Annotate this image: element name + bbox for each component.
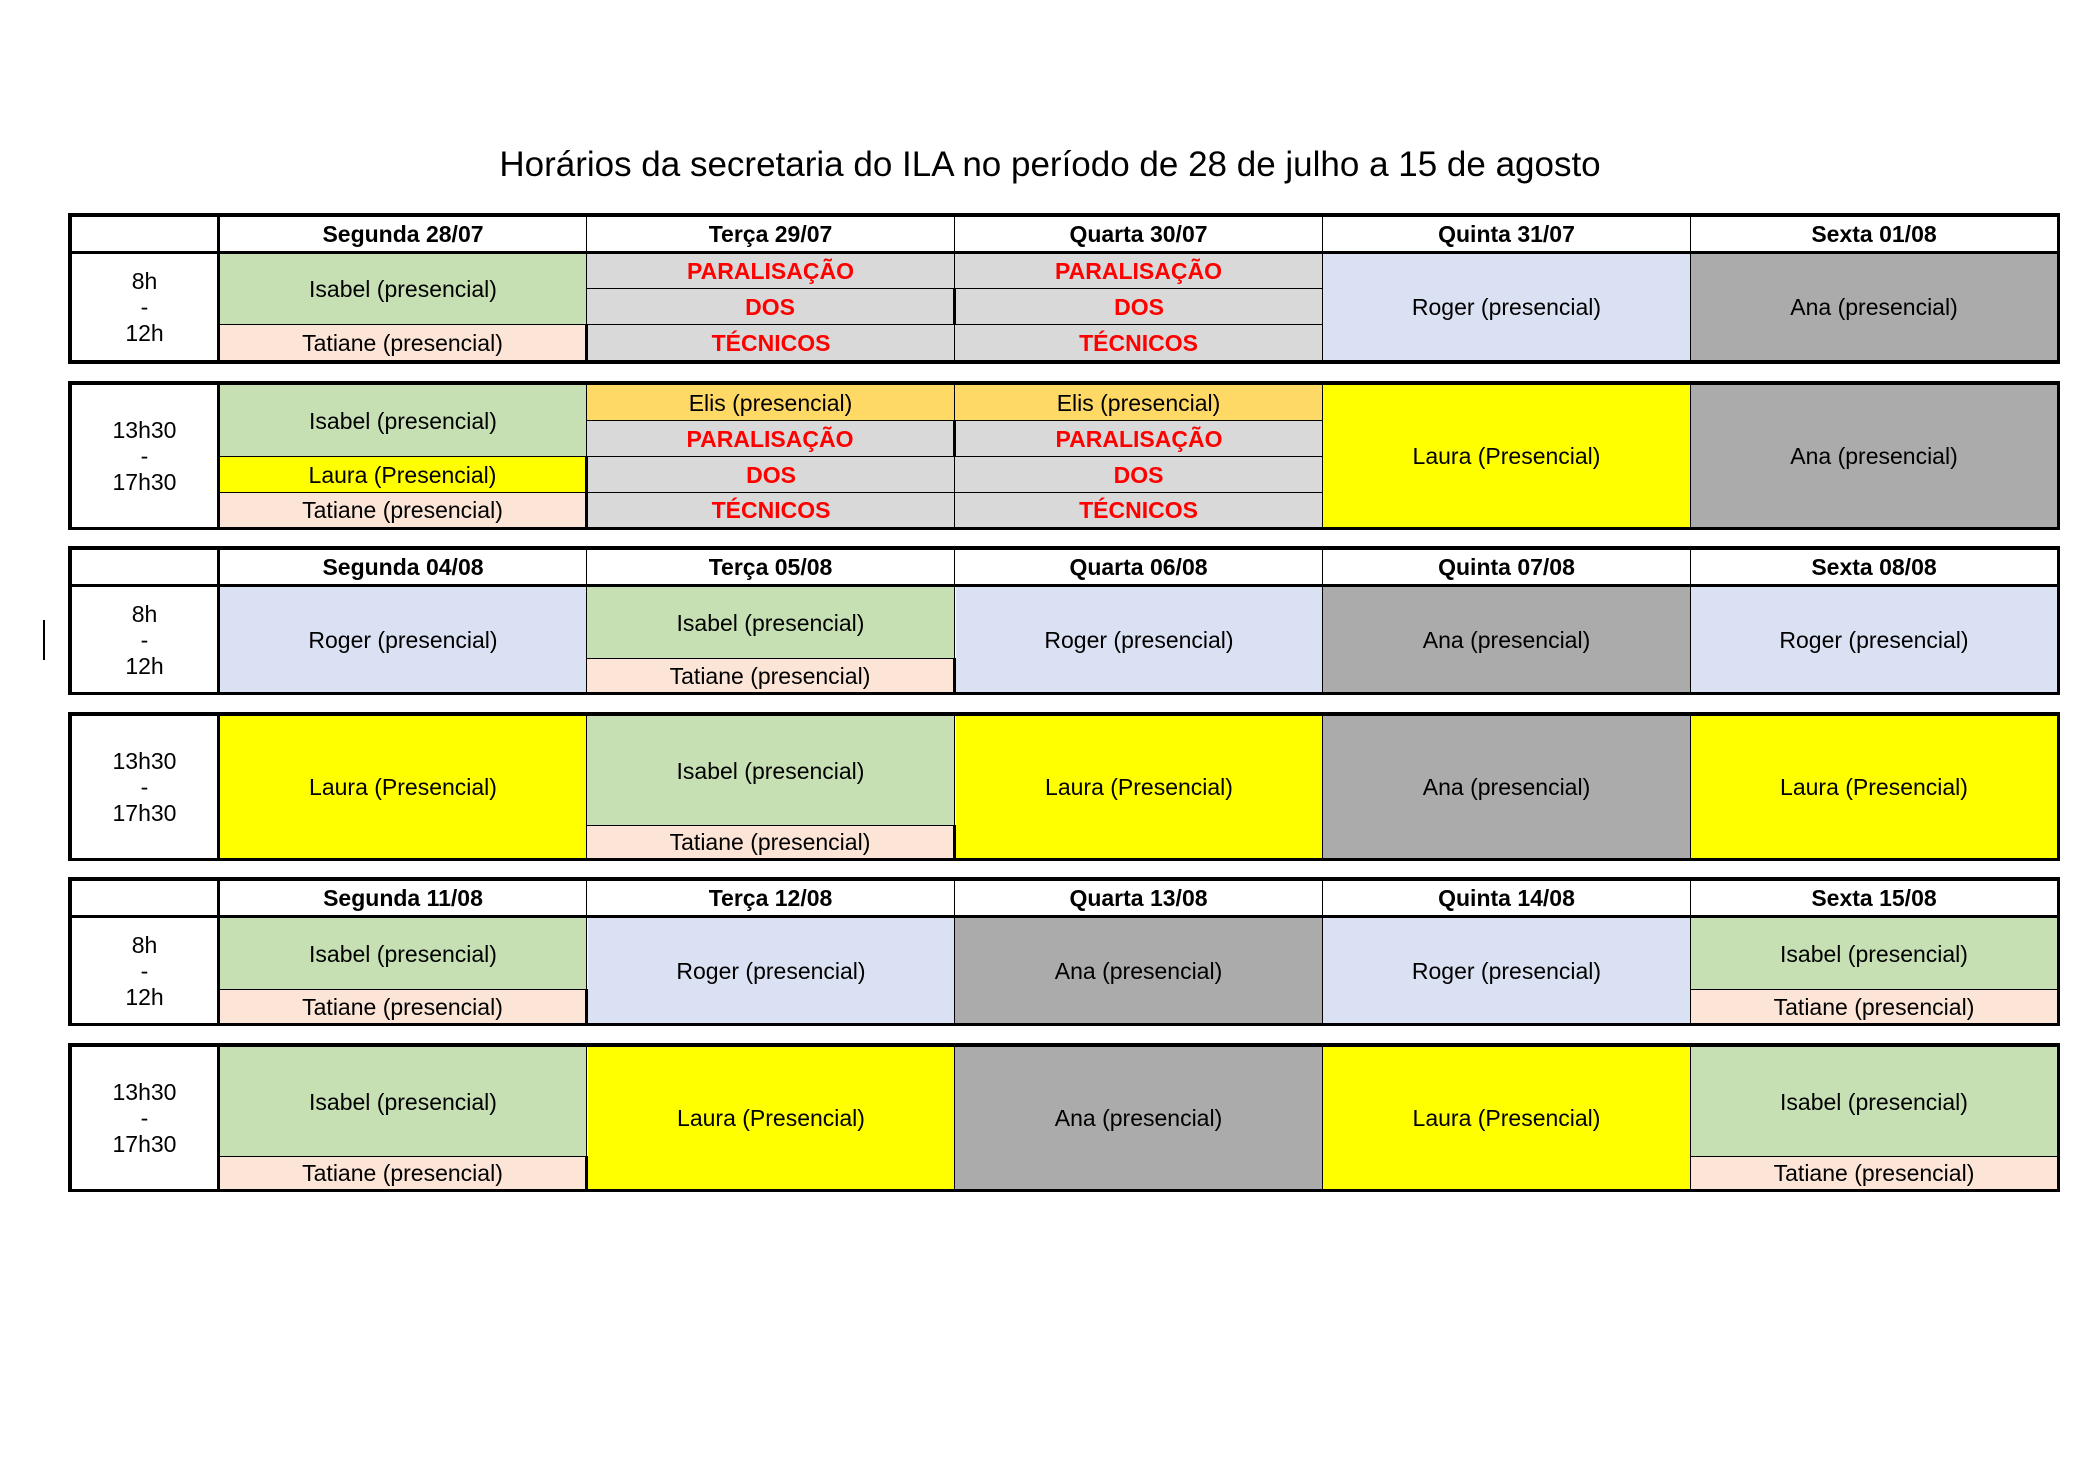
day-header: Quinta 07/08 bbox=[1323, 550, 1691, 586]
time-end: 12h bbox=[125, 652, 164, 679]
shift-tatiane: Tatiane (presencial) bbox=[219, 493, 587, 528]
day-header: Quinta 31/07 bbox=[1323, 217, 1691, 253]
day-header: Terça 05/08 bbox=[587, 550, 955, 586]
week3-morning-block bbox=[68, 877, 2060, 1026]
shift-roger: Roger (presencial) bbox=[219, 586, 587, 693]
shift-elis: Elis (presencial) bbox=[955, 385, 1323, 421]
day-header: Terça 29/07 bbox=[587, 217, 955, 253]
strike-notice: DOS bbox=[587, 457, 955, 493]
time-separator: - bbox=[140, 626, 149, 653]
shift-isabel: Isabel (presencial) bbox=[587, 716, 955, 826]
shift-ana: Ana (presencial) bbox=[955, 1047, 1323, 1190]
time-separator: - bbox=[140, 957, 149, 984]
shift-tatiane: Tatiane (presencial) bbox=[587, 659, 955, 693]
time-start: 8h bbox=[131, 931, 158, 958]
week3-afternoon-table bbox=[71, 1046, 2058, 1190]
strike-notice: DOS bbox=[955, 457, 1323, 493]
strike-notice: DOS bbox=[955, 289, 1323, 325]
shift-laura: Laura (Presencial) bbox=[1323, 1047, 1691, 1190]
day-header: Segunda 28/07 bbox=[219, 217, 587, 253]
day-header: Quarta 06/08 bbox=[955, 550, 1323, 586]
week1-morning-block bbox=[68, 213, 2060, 364]
strike-notice: TÉCNICOS bbox=[955, 325, 1323, 361]
week3-morning-table bbox=[71, 880, 2058, 1024]
shift-roger: Roger (presencial) bbox=[955, 586, 1323, 693]
shift-isabel: Isabel (presencial) bbox=[1691, 1047, 2058, 1157]
week3-afternoon-block bbox=[68, 1043, 2060, 1192]
shift-tatiane: Tatiane (presencial) bbox=[587, 826, 955, 859]
time-end: 17h30 bbox=[112, 1131, 177, 1157]
strike-notice: TÉCNICOS bbox=[587, 493, 955, 528]
time-start: 13h30 bbox=[112, 748, 177, 774]
time-separator: - bbox=[140, 294, 149, 320]
week1-afternoon-table bbox=[71, 384, 2058, 528]
time-separator: - bbox=[140, 774, 149, 800]
week2-morning-block bbox=[68, 546, 2060, 695]
strike-notice: PARALISAÇÃO bbox=[587, 421, 955, 457]
shift-roger: Roger (presencial) bbox=[587, 917, 955, 1024]
shift-isabel: Isabel (presencial) bbox=[219, 917, 587, 990]
time-start: 8h bbox=[131, 268, 158, 294]
shift-tatiane: Tatiane (presencial) bbox=[1691, 1157, 2058, 1190]
day-header: Terça 12/08 bbox=[587, 881, 955, 917]
strike-notice: PARALISAÇÃO bbox=[955, 421, 1323, 457]
time-separator: - bbox=[140, 443, 149, 469]
text-cursor bbox=[43, 620, 45, 660]
shift-tatiane: Tatiane (presencial) bbox=[1691, 990, 2058, 1024]
shift-ana: Ana (presencial) bbox=[1323, 716, 1691, 859]
week2-afternoon-block bbox=[68, 712, 2060, 861]
week1-morning-table bbox=[71, 216, 2058, 361]
time-start: 13h30 bbox=[112, 417, 177, 443]
time-cell-afternoon bbox=[72, 385, 219, 528]
corner-cell bbox=[72, 550, 219, 586]
shift-tatiane: Tatiane (presencial) bbox=[219, 325, 587, 361]
time-start: 8h bbox=[131, 600, 158, 627]
shift-ana: Ana (presencial) bbox=[1323, 586, 1691, 693]
shift-ana: Ana (presencial) bbox=[1691, 253, 2058, 361]
time-end: 12h bbox=[125, 320, 164, 346]
shift-laura: Laura (Presencial) bbox=[219, 716, 587, 859]
time-separator: - bbox=[140, 1105, 149, 1131]
strike-notice: TÉCNICOS bbox=[587, 325, 955, 361]
day-header: Segunda 11/08 bbox=[219, 881, 587, 917]
shift-isabel: Isabel (presencial) bbox=[219, 385, 587, 457]
corner-cell bbox=[72, 881, 219, 917]
shift-laura: Laura (Presencial) bbox=[587, 1047, 955, 1190]
shift-ana: Ana (presencial) bbox=[1691, 385, 2058, 528]
day-header: Sexta 01/08 bbox=[1691, 217, 2058, 253]
day-header: Quarta 13/08 bbox=[955, 881, 1323, 917]
time-end: 17h30 bbox=[112, 800, 177, 826]
day-header: Sexta 15/08 bbox=[1691, 881, 2058, 917]
time-end: 17h30 bbox=[112, 469, 177, 495]
shift-tatiane: Tatiane (presencial) bbox=[219, 1157, 587, 1190]
time-cell-morning bbox=[72, 253, 219, 361]
strike-notice: PARALISAÇÃO bbox=[955, 253, 1323, 289]
week1-afternoon-block bbox=[68, 381, 2060, 530]
time-cell-afternoon bbox=[72, 716, 219, 859]
strike-notice: TÉCNICOS bbox=[955, 493, 1323, 528]
strike-notice: PARALISAÇÃO bbox=[587, 253, 955, 289]
shift-isabel: Isabel (presencial) bbox=[1691, 917, 2058, 990]
page-title: Horários da secretaria do ILA no período de 28 de julho a 15 de agosto bbox=[499, 145, 1601, 184]
day-header: Quarta 30/07 bbox=[955, 217, 1323, 253]
time-cell-afternoon bbox=[72, 1047, 219, 1190]
strike-notice: DOS bbox=[587, 289, 955, 325]
day-header: Sexta 08/08 bbox=[1691, 550, 2058, 586]
shift-tatiane: Tatiane (presencial) bbox=[219, 990, 587, 1024]
week2-afternoon-table bbox=[71, 715, 2058, 859]
day-header: Quinta 14/08 bbox=[1323, 881, 1691, 917]
shift-laura: Laura (Presencial) bbox=[219, 457, 587, 493]
shift-ana: Ana (presencial) bbox=[955, 917, 1323, 1024]
time-cell-morning bbox=[72, 586, 219, 693]
shift-laura: Laura (Presencial) bbox=[955, 716, 1323, 859]
shift-isabel: Isabel (presencial) bbox=[219, 1047, 587, 1157]
shift-isabel: Isabel (presencial) bbox=[587, 586, 955, 659]
shift-roger: Roger (presencial) bbox=[1323, 253, 1691, 361]
shift-elis: Elis (presencial) bbox=[587, 385, 955, 421]
day-header: Segunda 04/08 bbox=[219, 550, 587, 586]
shift-laura: Laura (Presencial) bbox=[1323, 385, 1691, 528]
corner-cell bbox=[72, 217, 219, 253]
shift-isabel: Isabel (presencial) bbox=[219, 253, 587, 325]
shift-roger: Roger (presencial) bbox=[1691, 586, 2058, 693]
shift-roger: Roger (presencial) bbox=[1323, 917, 1691, 1024]
shift-laura: Laura (Presencial) bbox=[1691, 716, 2058, 859]
week2-morning-table bbox=[71, 549, 2058, 693]
time-end: 12h bbox=[125, 983, 164, 1010]
time-cell-morning bbox=[72, 917, 219, 1024]
time-start: 13h30 bbox=[112, 1079, 177, 1105]
